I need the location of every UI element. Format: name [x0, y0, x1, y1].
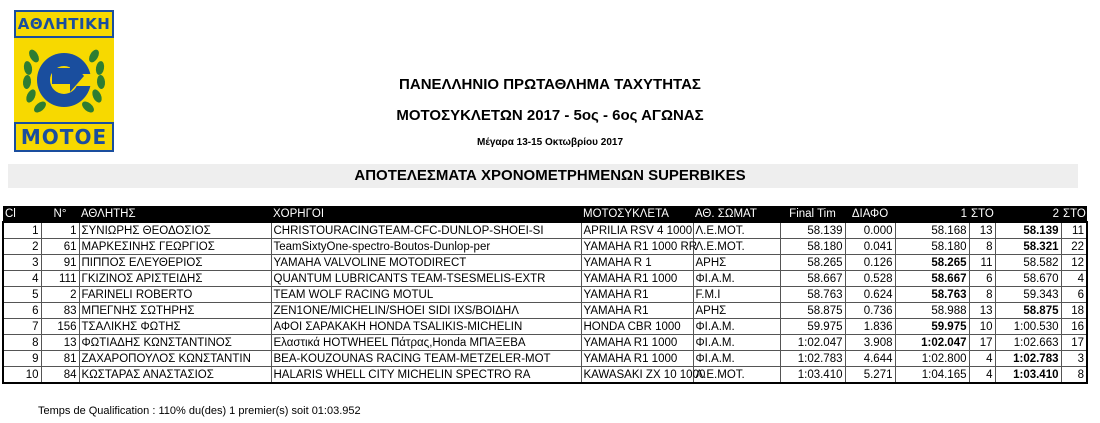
cell-sponsors: BEA-KOUZOUNAS RACING TEAM-METZELER-MOT — [271, 351, 581, 367]
table-row — [3, 367, 1087, 384]
cell-session-1-time: 59.975 — [895, 319, 969, 335]
section-title: ΑΠΟΤΕΛΕΣΜΑΤΑ ΧΡΟΝΟΜΕΤΡΗΜΕΝΩΝ SUPERBIKES — [354, 167, 746, 184]
cell-session-1-lap: 11 — [969, 255, 995, 271]
cell-number: 84 — [41, 367, 79, 384]
table-header-row — [3, 206, 1087, 222]
cell-final-time: 58.667 — [780, 271, 845, 287]
cell-number: 1 — [41, 222, 79, 239]
cell-motorcycle: YAMAHA R1 1000 — [581, 335, 693, 351]
cell-session-1-time: 58.667 — [895, 271, 969, 287]
cell-gap: 0.000 — [845, 222, 895, 239]
page-title-line-1: ΠΑΝΕΛΛΗΝΙΟ ΠΡΩΤΑΘΛΗΜΑ ΤΑΧΥΤΗΤΑΣ — [399, 76, 701, 93]
col-header-session-2: 2 — [995, 206, 1061, 222]
cell-sponsors: HALARIS WHELL CITY MICHELIN SPECTRO RA — [271, 367, 581, 384]
cell-session-1-time: 1:02.800 — [895, 351, 969, 367]
cell-session-1-lap: 13 — [969, 222, 995, 239]
cell-session-2-time: 1:03.410 — [995, 367, 1061, 384]
event-date: Μέγαρα 13-15 Οκτωβρίου 2017 — [476, 137, 624, 148]
cell-rider: ΣΥΝΙΩΡΗΣ ΘΕΟΔΟΣΙΟΣ — [79, 222, 271, 239]
cell-class: 4 — [3, 271, 41, 287]
cell-session-2-lap: 11 — [1061, 222, 1087, 239]
table-row — [3, 222, 1087, 239]
cell-club: ΦΙ.Α.Μ. — [693, 335, 780, 351]
cell-gap: 4.644 — [845, 351, 895, 367]
cell-number: 13 — [41, 335, 79, 351]
cell-session-1-lap: 8 — [969, 287, 995, 303]
cell-session-1-time: 58.763 — [895, 287, 969, 303]
cell-club: ΦΙ.Α.Μ. — [693, 271, 780, 287]
cell-rider: ΤΣΑΛΙΚΗΣ ΦΩΤΗΣ — [79, 319, 271, 335]
col-header-gap: ΔΙΑΦΟ — [845, 206, 895, 222]
cell-gap: 0.624 — [845, 287, 895, 303]
cell-session-1-lap: 10 — [969, 319, 995, 335]
cell-final-time: 1:02.783 — [780, 351, 845, 367]
cell-session-1-lap: 13 — [969, 303, 995, 319]
col-header-session-1: 1 — [895, 206, 969, 222]
cell-club: Λ.Ε.ΜΟΤ. — [693, 367, 780, 384]
cell-number: 2 — [41, 287, 79, 303]
cell-session-2-lap: 3 — [1061, 351, 1087, 367]
cell-final-time: 58.265 — [780, 255, 845, 271]
cell-session-2-time: 1:02.783 — [995, 351, 1061, 367]
cell-final-time: 58.875 — [780, 303, 845, 319]
cell-session-2-time: 58.139 — [995, 222, 1061, 239]
logo-top-text: ΑΘΛΗΤΙΚΗ — [17, 15, 111, 33]
cell-session-2-lap: 6 — [1061, 287, 1087, 303]
results-table-wrap — [2, 206, 1088, 418]
cell-gap: 5.271 — [845, 367, 895, 384]
cell-rider: FARINELI ROBERTO — [79, 287, 271, 303]
cell-rider: ΜΑΡΚΕΣΙΝΗΣ ΓΕΩΡΓΙΟΣ — [79, 239, 271, 255]
cell-motorcycle: HONDA CBR 1000 — [581, 319, 693, 335]
logo-bottom-text: MOTOE — [20, 125, 108, 149]
cell-sponsors: QUANTUM LUBRICANTS TEAM-TSESMELIS-EXTR — [271, 271, 581, 287]
cell-session-1-time: 58.180 — [895, 239, 969, 255]
cell-session-2-lap: 17 — [1061, 335, 1087, 351]
cell-rider: ΚΩΣΤΑΡΑΣ ΑΝΑΣΤΑΣΙΟΣ — [79, 367, 271, 384]
cell-rider: ΦΩΤΙΑΔΗΣ ΚΩΝΣΤΑΝΤΙΝΟΣ — [79, 335, 271, 351]
cell-session-2-time: 1:00.530 — [995, 319, 1061, 335]
cell-session-1-lap: 6 — [969, 271, 995, 287]
cell-motorcycle: YAMAHA R1 — [581, 287, 693, 303]
cell-club: Λ.Ε.ΜΟΤ. — [693, 239, 780, 255]
cell-club: ΦΙ.Α.Μ. — [693, 351, 780, 367]
cell-rider: ΜΠΕΓΝΗΣ ΣΩΤΗΡΗΣ — [79, 303, 271, 319]
cell-session-1-time: 58.988 — [895, 303, 969, 319]
cell-class: 6 — [3, 303, 41, 319]
cell-club: F.M.I — [693, 287, 780, 303]
cell-number: 81 — [41, 351, 79, 367]
table-row — [3, 255, 1087, 271]
table-row — [3, 287, 1087, 303]
cell-club: ΑΡΗΣ — [693, 255, 780, 271]
cell-motorcycle: YAMAHA R1 1000 — [581, 271, 693, 287]
cell-number: 156 — [41, 319, 79, 335]
cell-class: 2 — [3, 239, 41, 255]
cell-session-2-time: 58.670 — [995, 271, 1061, 287]
cell-session-1-lap: 4 — [969, 367, 995, 384]
cell-sponsors: CHRISTOURACINGTEAM-CFC-DUNLOP-SHOEI-SI — [271, 222, 581, 239]
cell-session-1-lap: 4 — [969, 351, 995, 367]
cell-gap: 0.736 — [845, 303, 895, 319]
cell-sponsors: ZEN1ONE/MICHELIN/SHOEI SIDI IXS/ΒΟΙΔΗΛ — [271, 303, 581, 319]
cell-session-1-time: 1:02.047 — [895, 335, 969, 351]
logo-top-band — [14, 10, 114, 38]
cell-session-2-lap: 4 — [1061, 271, 1087, 287]
cell-final-time: 58.763 — [780, 287, 845, 303]
cell-session-2-time: 58.321 — [995, 239, 1061, 255]
col-header-final-time: Final Tim — [780, 206, 845, 222]
table-row — [3, 319, 1087, 335]
table-row — [3, 271, 1087, 287]
cell-rider: ΖΑΧΑΡΟΠΟΥΛΟΣ ΚΩΝΣΤΑΝΤΙΝ — [79, 351, 271, 367]
cell-club: Λ.Ε.ΜΟΤ. — [693, 222, 780, 239]
table-row — [3, 335, 1087, 351]
cell-club: ΦΙ.Α.Μ. — [693, 319, 780, 335]
cell-session-2-time: 58.582 — [995, 255, 1061, 271]
col-header-motorcycle: ΜΟΤΟΣΥΚΛΕΤΑ — [581, 206, 693, 222]
cell-sponsors: ΑΦΟΙ ΣΑΡΑΚΑΚΗ HONDA TSALIKIS-MICHELIN — [271, 319, 581, 335]
cell-motorcycle: YAMAHA R1 — [581, 303, 693, 319]
cell-session-2-lap: 18 — [1061, 303, 1087, 319]
cell-rider: ΠΙΠΠΟΣ ΕΛΕΥΘΕΡΙΟΣ — [79, 255, 271, 271]
cell-session-2-lap: 12 — [1061, 255, 1087, 271]
cell-gap: 3.908 — [845, 335, 895, 351]
cell-session-2-lap: 16 — [1061, 319, 1087, 335]
cell-final-time: 58.139 — [780, 222, 845, 239]
cell-session-2-lap: 8 — [1061, 367, 1087, 384]
cell-number: 83 — [41, 303, 79, 319]
col-header-number: N° — [41, 206, 79, 222]
col-header-rider: ΑΘΛΗΤΗΣ — [79, 206, 271, 222]
cell-motorcycle: APRILIA RSV 4 1000 — [581, 222, 693, 239]
cell-motorcycle: KAWASAKI ZX 10 1000 — [581, 367, 693, 384]
cell-session-1-lap: 8 — [969, 239, 995, 255]
cell-motorcycle: YAMAHA R1 1000 RR — [581, 239, 693, 255]
cell-gap: 0.528 — [845, 271, 895, 287]
cell-session-2-time: 58.875 — [995, 303, 1061, 319]
cell-rider: ΓΚΙΖΙΝΟΣ ΑΡΙΣΤΕΙΔΗΣ — [79, 271, 271, 287]
table-row — [3, 239, 1087, 255]
cell-sponsors: YAMAHA VALVOLINE MOTODIRECT — [271, 255, 581, 271]
cell-final-time: 1:02.047 — [780, 335, 845, 351]
cell-sponsors: Ελαστικά HOTWHEEL Πάτρας,Honda ΜΠΑΞΕΒΑ — [271, 335, 581, 351]
cell-gap: 0.126 — [845, 255, 895, 271]
cell-number: 91 — [41, 255, 79, 271]
col-header-class: Cl — [3, 206, 41, 222]
cell-session-1-lap: 17 — [969, 335, 995, 351]
cell-number: 111 — [41, 271, 79, 287]
cell-session-2-time: 1:02.663 — [995, 335, 1061, 351]
cell-gap: 1.836 — [845, 319, 895, 335]
cell-sponsors: TEAM WOLF RACING MOTUL — [271, 287, 581, 303]
cell-motorcycle: YAMAHA R1 1000 — [581, 351, 693, 367]
col-header-lap-2: ΣΤΟ — [1061, 206, 1087, 222]
cell-final-time: 59.975 — [780, 319, 845, 335]
qualification-note: Temps de Qualification : 110% du(des) 1 premier(s) soit 01:03.952 — [38, 405, 361, 417]
cell-session-2-lap: 22 — [1061, 239, 1087, 255]
cell-class: 1 — [3, 222, 41, 239]
cell-gap: 0.041 — [845, 239, 895, 255]
cell-motorcycle: YAMAHA R 1 — [581, 255, 693, 271]
page-title-line-2: ΜΟΤΟΣΥΚΛΕΤΩΝ 2017 - 5ος - 6ος ΑΓΩΝΑΣ — [396, 107, 704, 124]
cell-session-1-time: 58.265 — [895, 255, 969, 271]
col-header-club: ΑΘ. ΣΩΜΑΤ — [693, 206, 780, 222]
cell-club: ΑΡΗΣ — [693, 303, 780, 319]
cell-class: 3 — [3, 255, 41, 271]
cell-class: 10 — [3, 367, 41, 384]
table-row — [3, 351, 1087, 367]
cell-class: 9 — [3, 351, 41, 367]
col-header-lap-1: ΣΤΟ — [969, 206, 995, 222]
cell-session-1-time: 1:04.165 — [895, 367, 969, 384]
cell-final-time: 58.180 — [780, 239, 845, 255]
cell-number: 61 — [41, 239, 79, 255]
results-table — [2, 206, 1088, 384]
cell-class: 5 — [3, 287, 41, 303]
cell-sponsors: TeamSixtyOne-spectro-Boutos-Dunlop-per — [271, 239, 581, 255]
cell-session-2-time: 59.343 — [995, 287, 1061, 303]
table-row — [3, 303, 1087, 319]
cell-class: 7 — [3, 319, 41, 335]
cell-class: 8 — [3, 335, 41, 351]
col-header-sponsors: ΧΟΡΗΓΟΙ — [271, 206, 581, 222]
cell-session-1-time: 58.168 — [895, 222, 969, 239]
cell-final-time: 1:03.410 — [780, 367, 845, 384]
